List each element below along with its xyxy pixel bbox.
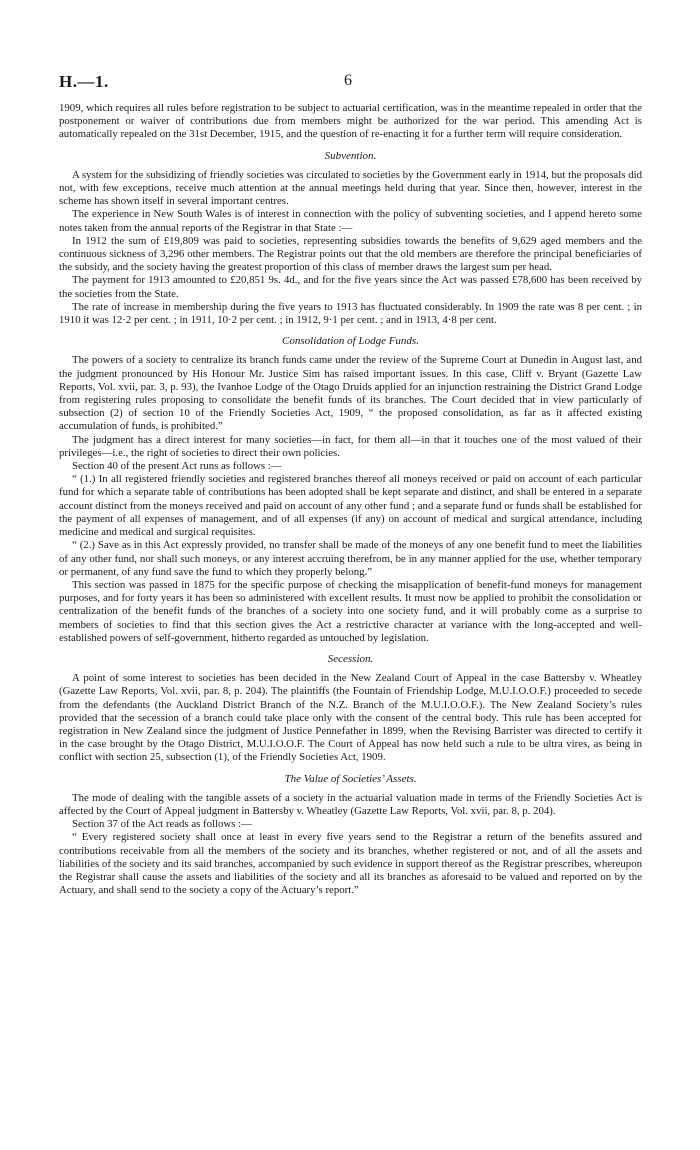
- body-paragraph: A point of some interest to societies has been decided in the New Zealand Court of Appeal in the case Battersby v. Wheatley (Gazette Law Reports, Vol. xvii, par. 8, p. 204). The plaintiffs (the Fountain of Friendship Lodge, M.U.I.O.O.F.) proceeded to secede from the defendants (the Auckland District Branch of the N.Z. Branch of the M.U.I.O.O.F.). The New Zealand Society’s rules provided that the secession of a branch could take place only with the consent of the central body. This rule has been accepted for registration in New Zealand since the judgment of Justice Pennefather in 1899, when the Revising Barrister was directed to certify it in the case brought by the Otago District, M.U.I.O.O.F. The Court of Appeal has now held such a rule to be ultra vires, as being in conflict with section 25, subsection (1), of the Friendly Societies Act, 1909.: [59, 672, 642, 764]
- section-heading: Secession.: [327, 652, 374, 665]
- body-paragraph: This section was passed in 1875 for the specific purpose of checking the misapplication of benefit-fund moneys for management purposes, and for forty years it has been so administered with excellent results. It must now be applied to prohibit the consolidation or centralization of the benefit funds of the branches of a society into one society fund, and it will probably come as a surprise to members of societies to find that this section gives the Act a restrictive character at variance with the long-accepted and well-established powers of self-government, hitherto regarded as untouched by legislation.: [59, 578, 642, 644]
- body-paragraph: The rate of increase in membership during the five years to 1913 has fluctuated considerably. In 1909 the rate was 8 per cent. ; in 1910 it was 12·2 per cent. ; in 1911, 10·2 per cent. ; in 1912, 9·1 per cent. ; and in 1913, 4·8 per cent.: [59, 300, 642, 327]
- quoted-statute-paragraph: “ (2.) Save as in this Act expressly provided, no transfer shall be made of the moneys of any one benefit fund to meet the liabilities of any other fund, nor shall such moneys, or any interest accruing therefrom, be in any manner applied for the use, whether temporary or permanent, of any fund save the fund to which they properly belong.”: [59, 539, 642, 578]
- body-paragraph: 1909, which requires all rules before registration to be subject to actuarial certification, was in the meantime repealed in order that the postponement or waiver of contributions due from members might be authorized for the war period. This amending Act is automatically repealed on the 31st December, 1915, and the question of re-enacting it for a further term will require consideration.: [59, 102, 642, 141]
- body-paragraph: The powers of a society to centralize its branch funds came under the review of the Supreme Court at Dunedin in August last, and the judgment pronounced by His Honour Mr. Justice Sim has raised important issues. In this case, Cliff v. Bryant (Gazette Law Reports, Vol. xvii, par. 3, p. 93), the Ivanhoe Lodge of the Otago Druids applied for an injunction restraining the District Grand Lodge from registering rules proposing to consolidate the benefit funds of its branches. The Court decided that in view particularly of subsection (2) of section 10 of the Friendly Societies Act, 1909, “ the proposed consolidation, as far as it affected existing accumulation of funds, is prohibited.”: [59, 354, 642, 433]
- quoted-statute-paragraph: “ Every registered society shall once at least in every five years send to the Registrar a return of the benefits assured and contributions receivable from all the members of the society and its branches, whether registered or not, and of all the assets and liabilities of the society and its said branches, accompanied by such evidence in support thereof as the Registrar prescribes, whereupon the Registrar shall cause the assets and liabilities of the society and all its branches as aforesaid to be valued and reported on by the Actuary, and shall send to the society a copy of the Actuary’s report.”: [59, 831, 642, 897]
- body-paragraph: The payment for 1913 amounted to £20,851 9s. 4d., and for the five years since the Act was passed £78,600 has been received by the societies from the State.: [59, 274, 642, 300]
- section-heading: The Value of Societies’ Assets.: [284, 772, 417, 785]
- body-paragraph: The mode of dealing with the tangible assets of a society in the actuarial valuation made in terms of the Friendly Societies Act is affected by the Court of Appeal judgment in Battersby v. Wheatley (Gazette Law Reports, Vol. xvii, par. 8, p. 204).: [59, 791, 642, 817]
- page-header: [59, 72, 642, 92]
- page-number: 6: [344, 72, 352, 89]
- parliamentary-paper-reference: H.—1.: [59, 72, 109, 91]
- section-heading: Consolidation of Lodge Funds.: [282, 335, 419, 348]
- body-paragraph: In 1912 the sum of £19,809 was paid to societies, representing subsidies towards the benefits of 9,629 aged members and the continuous sickness of 3,296 other members. The Registrar points out that the old members are therefore the principal beneficiaries of the subsidy, and the society having the greatest proportion of this class of member draws the largest sum per head.: [59, 234, 642, 274]
- body-paragraph: The experience in New South Wales is of interest in connection with the policy of subventing societies, and I append hereto some notes taken from the annual reports of the Registrar in that State :—: [59, 208, 642, 234]
- document-body: [59, 102, 642, 897]
- body-paragraph: Section 40 of the present Act runs as follows :—: [72, 460, 282, 473]
- body-paragraph: A system for the subsidizing of friendly societies was circulated to societies by the Government early in 1914, but the proposals did not, with few exceptions, receive much attention at the annual meetings held during that year. Since then, however, interest in the scheme has shown itself in several important centres.: [59, 168, 642, 208]
- section-heading: Subvention.: [324, 149, 377, 162]
- body-paragraph: The judgment has a direct interest for many societies—in fact, for them all—in that it touches one of the most valued of their privileges—i.e., the right of societies to direct their own policies.: [59, 433, 642, 459]
- body-paragraph: Section 37 of the Act reads as follows :—: [72, 818, 252, 831]
- quoted-statute-paragraph: “ (1.) In all registered friendly societies and registered branches thereof all moneys received or paid on account of each particular fund for which a separate table of contributions has been adopted shall be kept separate and distinct, and shall be entered in a separate account distinct from the moneys received and paid on account of any other fund ; and a separate fund or funds shall be established for the payment of all expenses of management, and of all expenses (if any) on account of medical and surgical attendance, including medicine and medical and surgical requisites.: [59, 473, 642, 539]
